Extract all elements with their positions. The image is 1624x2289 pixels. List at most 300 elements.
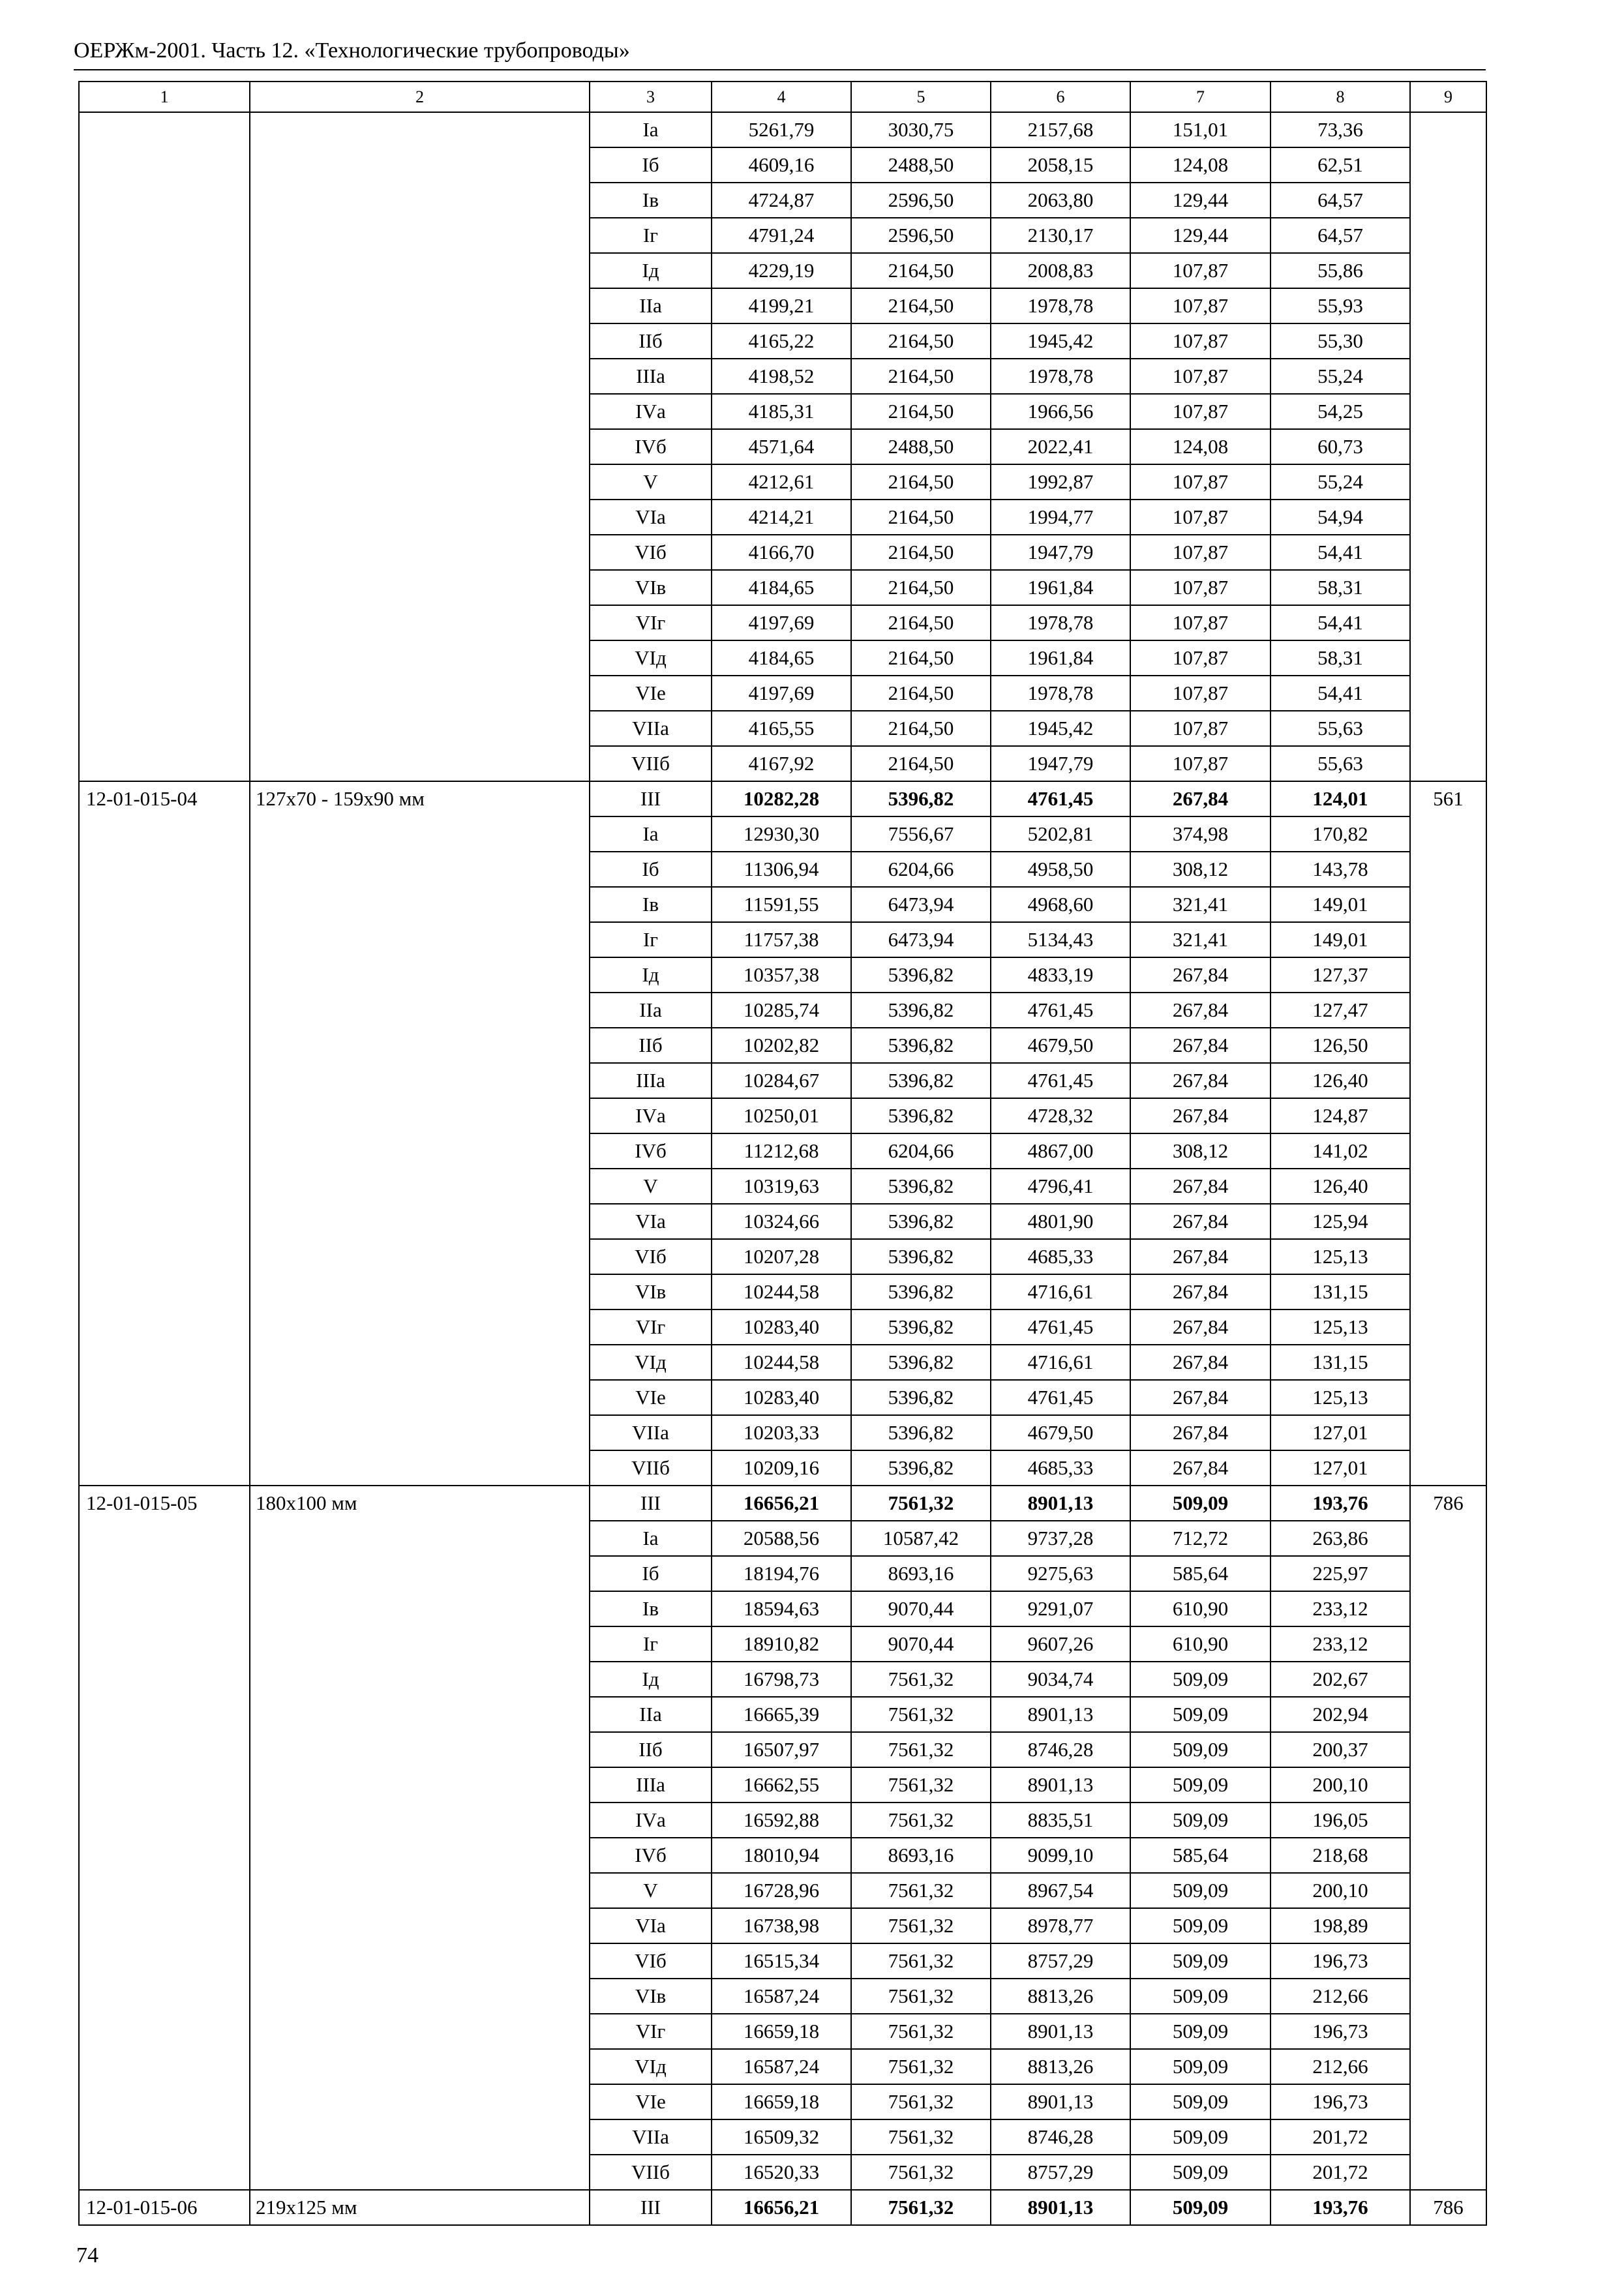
value-cell: 225,97 (1271, 1556, 1410, 1591)
value-cell: 212,66 (1271, 1979, 1410, 2014)
value-cell: 107,87 (1130, 394, 1271, 429)
column-number: 4 (712, 82, 851, 112)
value-cell: 10283,40 (712, 1380, 851, 1415)
value-cell: 2130,17 (991, 218, 1130, 253)
value-cell: 4679,50 (991, 1415, 1130, 1450)
zone-cell: Iа (590, 1521, 712, 1556)
value-cell: 16592,88 (712, 1803, 851, 1838)
value-cell: 11212,68 (712, 1133, 851, 1169)
value-cell: 151,01 (1130, 112, 1271, 147)
value-cell: 5261,79 (712, 112, 851, 147)
value-cell: 4185,31 (712, 394, 851, 429)
value-cell: 509,09 (1130, 1803, 1271, 1838)
value-cell: 2164,50 (851, 394, 991, 429)
value-cell: 1961,84 (991, 640, 1130, 676)
value-cell: 4167,92 (712, 746, 851, 781)
value-cell: 127,01 (1271, 1450, 1410, 1486)
value-cell: 509,09 (1130, 1697, 1271, 1732)
value-cell: 149,01 (1271, 922, 1410, 957)
value-cell: 10244,58 (712, 1345, 851, 1380)
value-cell: 585,64 (1130, 1838, 1271, 1873)
value-cell: 5396,82 (851, 1345, 991, 1380)
value-cell: 198,89 (1271, 1908, 1410, 1943)
value-cell: 5396,82 (851, 781, 991, 816)
column-number: 7 (1130, 82, 1271, 112)
value-cell: 16659,18 (712, 2014, 851, 2049)
value-cell: 2164,50 (851, 535, 991, 570)
value-cell: 4197,69 (712, 676, 851, 711)
value-cell: 16515,34 (712, 1943, 851, 1979)
value-cell: 267,84 (1130, 1309, 1271, 1345)
value-cell: 62,51 (1271, 147, 1410, 183)
zone-cell: VIIа (590, 2119, 712, 2155)
value-cell: 7561,32 (851, 1486, 991, 1521)
value-cell: 2164,50 (851, 500, 991, 535)
value-cell: 54,41 (1271, 676, 1410, 711)
value-cell: 509,09 (1130, 1662, 1271, 1697)
value-cell: 64,57 (1271, 183, 1410, 218)
rate-code-cell: 12-01-015-05 (79, 1486, 250, 2190)
value-cell: 4184,65 (712, 570, 851, 605)
value-cell: 233,12 (1271, 1591, 1410, 1626)
value-cell: 1978,78 (991, 359, 1130, 394)
value-cell: 10207,28 (712, 1239, 851, 1274)
value-cell: 4609,16 (712, 147, 851, 183)
value-cell: 8813,26 (991, 2049, 1130, 2084)
value-cell: 4796,41 (991, 1169, 1130, 1204)
zone-cell: VIб (590, 1239, 712, 1274)
value-cell: 2164,50 (851, 570, 991, 605)
pipe-size-cell: 180x100 мм (250, 1486, 590, 2190)
value-cell: 10282,28 (712, 781, 851, 816)
value-cell: 7561,32 (851, 1943, 991, 1979)
zone-cell: Iд (590, 253, 712, 288)
column-number: 9 (1410, 82, 1486, 112)
value-cell: 126,50 (1271, 1028, 1410, 1063)
value-cell: 54,41 (1271, 605, 1410, 640)
value-cell: 54,25 (1271, 394, 1410, 429)
value-cell: 610,90 (1130, 1591, 1271, 1626)
value-cell: 2164,50 (851, 288, 991, 323)
zone-cell: IVб (590, 1838, 712, 1873)
zone-cell: Iг (590, 922, 712, 957)
value-cell: 4679,50 (991, 1028, 1130, 1063)
value-cell: 509,09 (1130, 2014, 1271, 2049)
value-cell: 218,68 (1271, 1838, 1410, 1873)
value-cell: 2164,50 (851, 253, 991, 288)
value-cell: 107,87 (1130, 676, 1271, 711)
pipe-size-cell (250, 112, 590, 781)
value-cell: 5396,82 (851, 1063, 991, 1098)
value-cell: 4716,61 (991, 1274, 1130, 1309)
zone-cell: IIа (590, 993, 712, 1028)
rates-table (78, 81, 1487, 2226)
zone-cell: III (590, 2190, 712, 2225)
value-cell: 5396,82 (851, 1415, 991, 1450)
value-cell: 7561,32 (851, 1908, 991, 1943)
value-cell: 2596,50 (851, 183, 991, 218)
value-cell: 509,09 (1130, 1732, 1271, 1767)
value-cell: 126,40 (1271, 1169, 1410, 1204)
column-9-cell: 561 (1410, 781, 1486, 1486)
value-cell: 200,10 (1271, 1873, 1410, 1908)
value-cell: 10202,82 (712, 1028, 851, 1063)
zone-cell: Iв (590, 1591, 712, 1626)
value-cell: 267,84 (1130, 1028, 1271, 1063)
value-cell: 6473,94 (851, 887, 991, 922)
value-cell: 58,31 (1271, 640, 1410, 676)
value-cell: 10250,01 (712, 1098, 851, 1133)
value-cell: 1945,42 (991, 711, 1130, 746)
zone-cell: IIIа (590, 359, 712, 394)
zone-cell: VIIб (590, 746, 712, 781)
zone-cell: IIб (590, 1028, 712, 1063)
value-cell: 212,66 (1271, 2049, 1410, 2084)
value-cell: 1978,78 (991, 288, 1130, 323)
value-cell: 7561,32 (851, 1803, 991, 1838)
column-number-row (79, 82, 1486, 112)
value-cell: 55,30 (1271, 323, 1410, 359)
value-cell: 170,82 (1271, 816, 1410, 852)
value-cell: 141,02 (1271, 1133, 1410, 1169)
pipe-size-cell: 127x70 - 159x90 мм (250, 781, 590, 1486)
value-cell: 8978,77 (991, 1908, 1130, 1943)
column-number: 8 (1271, 82, 1410, 112)
value-cell: 4761,45 (991, 781, 1130, 816)
value-cell: 321,41 (1130, 922, 1271, 957)
value-cell: 10285,74 (712, 993, 851, 1028)
value-cell: 2022,41 (991, 429, 1130, 464)
value-cell: 267,84 (1130, 1169, 1271, 1204)
value-cell: 267,84 (1130, 1450, 1271, 1486)
value-cell: 5396,82 (851, 993, 991, 1028)
value-cell: 8757,29 (991, 1943, 1130, 1979)
value-cell: 55,24 (1271, 359, 1410, 394)
value-cell: 267,84 (1130, 1345, 1271, 1380)
zone-cell: VIе (590, 676, 712, 711)
value-cell: 4761,45 (991, 1380, 1130, 1415)
zone-cell: IVб (590, 1133, 712, 1169)
value-cell: 124,87 (1271, 1098, 1410, 1133)
value-cell: 60,73 (1271, 429, 1410, 464)
value-cell: 107,87 (1130, 464, 1271, 500)
zone-cell: Iв (590, 183, 712, 218)
value-cell: 509,09 (1130, 2190, 1271, 2225)
zone-cell: VIб (590, 535, 712, 570)
column-number: 2 (250, 82, 590, 112)
value-cell: 202,67 (1271, 1662, 1410, 1697)
value-cell: 129,44 (1130, 218, 1271, 253)
value-cell: 16587,24 (712, 2049, 851, 2084)
value-cell: 509,09 (1130, 1979, 1271, 2014)
value-cell: 54,41 (1271, 535, 1410, 570)
value-cell: 196,05 (1271, 1803, 1410, 1838)
value-cell: 267,84 (1130, 1415, 1271, 1450)
value-cell: 8835,51 (991, 1803, 1130, 1838)
value-cell: 7561,32 (851, 2119, 991, 2155)
value-cell: 10209,16 (712, 1450, 851, 1486)
value-cell: 8813,26 (991, 1979, 1130, 2014)
value-cell: 7561,32 (851, 1662, 991, 1697)
header-divider (74, 69, 1486, 70)
value-cell: 9070,44 (851, 1591, 991, 1626)
value-cell: 8901,13 (991, 2190, 1130, 2225)
zone-cell: IIа (590, 288, 712, 323)
value-cell: 1992,87 (991, 464, 1130, 500)
value-cell: 267,84 (1130, 1063, 1271, 1098)
value-cell: 509,09 (1130, 2049, 1271, 2084)
value-cell: 5134,43 (991, 922, 1130, 957)
zone-cell: VIв (590, 570, 712, 605)
zone-cell: Iд (590, 957, 712, 993)
value-cell: 4728,32 (991, 1098, 1130, 1133)
value-cell: 4571,64 (712, 429, 851, 464)
value-cell: 4958,50 (991, 852, 1130, 887)
table-row (79, 2190, 1486, 2225)
value-cell: 16656,21 (712, 2190, 851, 2225)
value-cell: 16665,39 (712, 1697, 851, 1732)
zone-cell: IIIа (590, 1767, 712, 1803)
zone-cell: VIд (590, 2049, 712, 2084)
column-number: 3 (590, 82, 712, 112)
value-cell: 124,08 (1130, 429, 1271, 464)
value-cell: 4198,52 (712, 359, 851, 394)
value-cell: 196,73 (1271, 2014, 1410, 2049)
value-cell: 16507,97 (712, 1732, 851, 1767)
value-cell: 4833,19 (991, 957, 1130, 993)
value-cell: 8901,13 (991, 2014, 1130, 2049)
value-cell: 9099,10 (991, 1838, 1130, 1873)
value-cell: 267,84 (1130, 1380, 1271, 1415)
value-cell: 585,64 (1130, 1556, 1271, 1591)
zone-cell: Iд (590, 1662, 712, 1697)
value-cell: 267,84 (1130, 1239, 1271, 1274)
value-cell: 10324,66 (712, 1204, 851, 1239)
value-cell: 4801,90 (991, 1204, 1130, 1239)
value-cell: 9070,44 (851, 1626, 991, 1662)
value-cell: 58,31 (1271, 570, 1410, 605)
value-cell: 7561,32 (851, 1873, 991, 1908)
value-cell: 107,87 (1130, 253, 1271, 288)
column-number: 5 (851, 82, 991, 112)
value-cell: 4685,33 (991, 1239, 1130, 1274)
value-cell: 18010,94 (712, 1838, 851, 1873)
zone-cell: IIб (590, 323, 712, 359)
value-cell: 193,76 (1271, 2190, 1410, 2225)
value-cell: 8746,28 (991, 2119, 1130, 2155)
value-cell: 11306,94 (712, 852, 851, 887)
value-cell: 73,36 (1271, 112, 1410, 147)
value-cell: 107,87 (1130, 500, 1271, 535)
value-cell: 5396,82 (851, 1450, 991, 1486)
value-cell: 9291,07 (991, 1591, 1130, 1626)
value-cell: 16738,98 (712, 1908, 851, 1943)
value-cell: 308,12 (1130, 852, 1271, 887)
value-cell: 7561,32 (851, 2084, 991, 2119)
value-cell: 509,09 (1130, 2119, 1271, 2155)
value-cell: 6204,66 (851, 1133, 991, 1169)
value-cell: 4197,69 (712, 605, 851, 640)
value-cell: 4212,61 (712, 464, 851, 500)
table-row (79, 112, 1486, 147)
value-cell: 2164,50 (851, 676, 991, 711)
value-cell: 7561,32 (851, 2049, 991, 2084)
value-cell: 4724,87 (712, 183, 851, 218)
value-cell: 321,41 (1130, 887, 1271, 922)
zone-cell: VIд (590, 1345, 712, 1380)
value-cell: 18594,63 (712, 1591, 851, 1626)
value-cell: 2008,83 (991, 253, 1130, 288)
value-cell: 8693,16 (851, 1556, 991, 1591)
value-cell: 9737,28 (991, 1521, 1130, 1556)
zone-cell: III (590, 1486, 712, 1521)
value-cell: 5396,82 (851, 1380, 991, 1415)
zone-cell: IVа (590, 394, 712, 429)
value-cell: 64,57 (1271, 218, 1410, 253)
value-cell: 2488,50 (851, 147, 991, 183)
value-cell: 4165,22 (712, 323, 851, 359)
value-cell: 5396,82 (851, 1098, 991, 1133)
value-cell: 16728,96 (712, 1873, 851, 1908)
value-cell: 7561,32 (851, 1767, 991, 1803)
value-cell: 509,09 (1130, 1943, 1271, 1979)
value-cell: 267,84 (1130, 1274, 1271, 1309)
column-9-cell: 786 (1410, 1486, 1486, 2190)
value-cell: 200,10 (1271, 1767, 1410, 1803)
value-cell: 10587,42 (851, 1521, 991, 1556)
value-cell: 125,13 (1271, 1239, 1410, 1274)
value-cell: 196,73 (1271, 1943, 1410, 1979)
zone-cell: VIIа (590, 1415, 712, 1450)
zone-cell: VIд (590, 640, 712, 676)
value-cell: 127,47 (1271, 993, 1410, 1028)
value-cell: 54,94 (1271, 500, 1410, 535)
value-cell: 374,98 (1130, 816, 1271, 852)
value-cell: 5396,82 (851, 1239, 991, 1274)
page-number: 74 (76, 2243, 98, 2267)
value-cell: 107,87 (1130, 288, 1271, 323)
value-cell: 5396,82 (851, 1274, 991, 1309)
value-cell: 200,37 (1271, 1732, 1410, 1767)
value-cell: 202,94 (1271, 1697, 1410, 1732)
value-cell: 267,84 (1130, 1098, 1271, 1133)
zone-cell: V (590, 1873, 712, 1908)
value-cell: 16659,18 (712, 2084, 851, 2119)
zone-cell: VIв (590, 1979, 712, 2014)
value-cell: 7556,67 (851, 816, 991, 852)
value-cell: 2164,50 (851, 464, 991, 500)
value-cell: 127,37 (1271, 957, 1410, 993)
value-cell: 4214,21 (712, 500, 851, 535)
value-cell: 5396,82 (851, 1204, 991, 1239)
value-cell: 4761,45 (991, 1309, 1130, 1345)
value-cell: 308,12 (1130, 1133, 1271, 1169)
zone-cell: VIа (590, 500, 712, 535)
value-cell: 4761,45 (991, 1063, 1130, 1098)
value-cell: 8901,13 (991, 1767, 1130, 1803)
value-cell: 2596,50 (851, 218, 991, 253)
zone-cell: IIб (590, 1732, 712, 1767)
value-cell: 107,87 (1130, 711, 1271, 746)
value-cell: 2488,50 (851, 429, 991, 464)
value-cell: 4199,21 (712, 288, 851, 323)
value-cell: 7561,32 (851, 2155, 991, 2190)
value-cell: 8901,13 (991, 1486, 1130, 1521)
value-cell: 1994,77 (991, 500, 1130, 535)
value-cell: 509,09 (1130, 1767, 1271, 1803)
value-cell: 129,44 (1130, 183, 1271, 218)
value-cell: 509,09 (1130, 1486, 1271, 1521)
value-cell: 2164,50 (851, 359, 991, 394)
value-cell: 131,15 (1271, 1345, 1410, 1380)
column-number: 1 (79, 82, 250, 112)
value-cell: 5396,82 (851, 1169, 991, 1204)
value-cell: 1945,42 (991, 323, 1130, 359)
value-cell: 127,01 (1271, 1415, 1410, 1450)
value-cell: 8967,54 (991, 1873, 1130, 1908)
value-cell: 4716,61 (991, 1345, 1130, 1380)
value-cell: 4166,70 (712, 535, 851, 570)
value-cell: 267,84 (1130, 957, 1271, 993)
value-cell: 2164,50 (851, 605, 991, 640)
value-cell: 10283,40 (712, 1309, 851, 1345)
column-9-cell: 786 (1410, 2190, 1486, 2225)
value-cell: 201,72 (1271, 2119, 1410, 2155)
zone-cell: IVб (590, 429, 712, 464)
zone-cell: VIIа (590, 711, 712, 746)
table-row (79, 781, 1486, 816)
value-cell: 5396,82 (851, 1309, 991, 1345)
zone-cell: Iб (590, 147, 712, 183)
value-cell: 107,87 (1130, 323, 1271, 359)
value-cell: 267,84 (1130, 1204, 1271, 1239)
value-cell: 10319,63 (712, 1169, 851, 1204)
value-cell: 55,63 (1271, 746, 1410, 781)
value-cell: 10357,38 (712, 957, 851, 993)
value-cell: 2164,50 (851, 746, 991, 781)
value-cell: 712,72 (1130, 1521, 1271, 1556)
value-cell: 107,87 (1130, 640, 1271, 676)
zone-cell: VIг (590, 1309, 712, 1345)
page-header (74, 38, 1486, 70)
value-cell: 2164,50 (851, 711, 991, 746)
value-cell: 4761,45 (991, 993, 1130, 1028)
value-cell: 509,09 (1130, 2155, 1271, 2190)
value-cell: 263,86 (1271, 1521, 1410, 1556)
rate-code-cell: 12-01-015-04 (79, 781, 250, 1486)
pipe-size-cell: 219x125 мм (250, 2190, 590, 2225)
value-cell: 4867,00 (991, 1133, 1130, 1169)
value-cell: 5202,81 (991, 816, 1130, 852)
zone-cell: VIа (590, 1908, 712, 1943)
value-cell: 9275,63 (991, 1556, 1130, 1591)
value-cell: 55,93 (1271, 288, 1410, 323)
value-cell: 2164,50 (851, 640, 991, 676)
value-cell: 16662,55 (712, 1767, 851, 1803)
value-cell: 131,15 (1271, 1274, 1410, 1309)
zone-cell: V (590, 464, 712, 500)
value-cell: 8746,28 (991, 1732, 1130, 1767)
value-cell: 20588,56 (712, 1521, 851, 1556)
value-cell: 16798,73 (712, 1662, 851, 1697)
value-cell: 3030,75 (851, 112, 991, 147)
value-cell: 107,87 (1130, 746, 1271, 781)
value-cell: 9034,74 (991, 1662, 1130, 1697)
zone-cell: VIа (590, 1204, 712, 1239)
value-cell: 2164,50 (851, 323, 991, 359)
value-cell: 125,94 (1271, 1204, 1410, 1239)
value-cell: 12930,30 (712, 816, 851, 852)
